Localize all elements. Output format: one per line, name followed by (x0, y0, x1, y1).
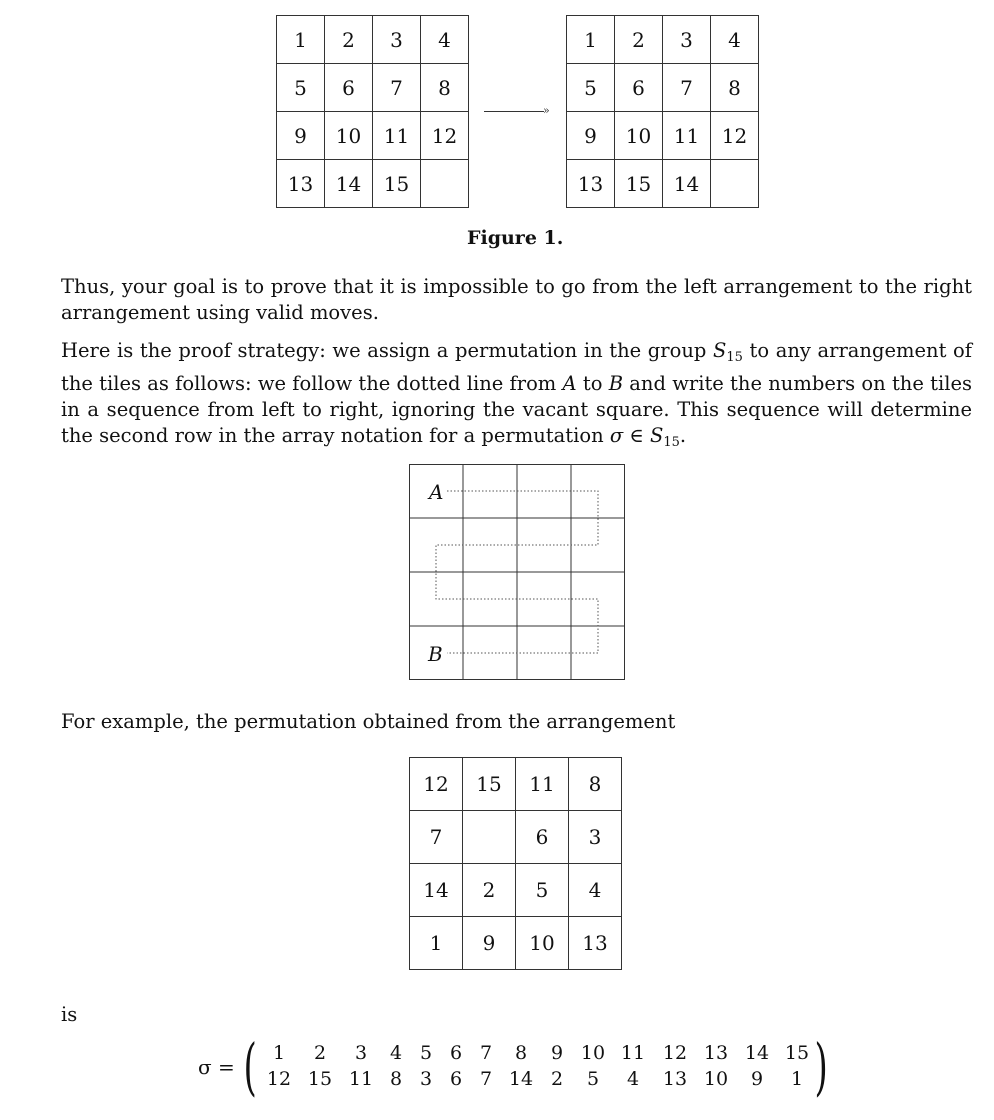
tile: 13 (277, 160, 325, 208)
figure-caption: Figure 1. (467, 227, 564, 249)
tile: 12 (421, 112, 469, 160)
label-b: B (428, 642, 443, 666)
tile: 15 (615, 160, 663, 208)
tile: 14 (410, 864, 463, 917)
tile: 1 (567, 16, 615, 64)
tile: 2 (325, 16, 373, 64)
tile: 6 (516, 811, 569, 864)
tile: 2 (463, 864, 516, 917)
tile: 11 (663, 112, 711, 160)
example-paragraph: For example, the permutation obtained from the arrangement (61, 710, 676, 733)
tile: 2 (615, 16, 663, 64)
sigma-label: σ = (198, 1055, 235, 1079)
tile: 3 (663, 16, 711, 64)
permutation-entry: 15 (784, 1042, 810, 1064)
permutation-entry: 11 (620, 1042, 646, 1064)
tile: 4 (711, 16, 759, 64)
permutation-entry: 8 (514, 1042, 528, 1064)
permutation-entry: 5 (419, 1042, 433, 1064)
permutation-entry: 11 (348, 1068, 374, 1090)
permutation-entry: 13 (703, 1042, 729, 1064)
tile: 6 (325, 64, 373, 112)
arrow-line (484, 111, 544, 112)
grid-row (567, 64, 759, 112)
permutation-entry: 10 (580, 1042, 606, 1064)
tile: 9 (277, 112, 325, 160)
permutation-entry: 12 (266, 1068, 292, 1090)
tile: 7 (373, 64, 421, 112)
strategy-text: . (679, 424, 687, 447)
group-symbol: S (713, 339, 727, 362)
permutation-entry: 5 (586, 1068, 600, 1090)
permutation-entry: 15 (307, 1068, 333, 1090)
permutation-entry: 10 (703, 1068, 729, 1090)
strategy-text: Here is the proof strategy: we assign a permutation in the group (61, 339, 713, 362)
tile: 8 (711, 64, 759, 112)
tile: 15 (463, 758, 516, 811)
grid-row (567, 112, 759, 160)
point-a: A (562, 372, 577, 395)
tile: 12 (410, 758, 463, 811)
tile: 10 (516, 917, 569, 970)
permutation-entry: 9 (750, 1068, 764, 1090)
tile: 14 (325, 160, 373, 208)
tile: 3 (569, 811, 622, 864)
tile: 10 (325, 112, 373, 160)
tile: 12 (711, 112, 759, 160)
tile: 5 (567, 64, 615, 112)
tile: 1 (410, 917, 463, 970)
right-arrangement-grid (566, 15, 759, 208)
arrow-right-icon: » (543, 104, 550, 117)
tile: 14 (663, 160, 711, 208)
grid-row (277, 16, 469, 64)
permutation-bottom-row (262, 1068, 820, 1090)
permutation-entry: 2 (550, 1068, 564, 1090)
tile: 13 (569, 917, 622, 970)
tile: 15 (373, 160, 421, 208)
vacant-tile (463, 811, 516, 864)
strategy-text: to (576, 372, 609, 395)
tile: 1 (277, 16, 325, 64)
vacant-tile (711, 160, 759, 208)
permutation-entry: 12 (662, 1042, 688, 1064)
goal-paragraph: Thus, your goal is to prove that it is impossible to go from the left arrangement to the right arrangement using valid moves. (61, 275, 972, 324)
permutation-entry: 2 (313, 1042, 327, 1064)
permutation-entry: 7 (479, 1042, 493, 1064)
point-b: B (608, 372, 624, 395)
permutation-entry: 9 (550, 1042, 564, 1064)
tile: 3 (373, 16, 421, 64)
path-grid (409, 464, 625, 680)
grid-row (277, 160, 469, 208)
left-paren: ( (243, 1030, 257, 1103)
left-arrangement-grid (276, 15, 469, 208)
grid-row (410, 864, 622, 917)
tile: 5 (277, 64, 325, 112)
tile: 8 (421, 64, 469, 112)
strategy-paragraph (61, 338, 972, 456)
permutation-entry: 1 (790, 1068, 804, 1090)
permutation-entry: 8 (389, 1068, 403, 1090)
permutation-entry: 3 (354, 1042, 368, 1064)
permutation-entry: 6 (449, 1042, 463, 1064)
tile: 6 (615, 64, 663, 112)
tile: 9 (567, 112, 615, 160)
permutation-entry: 14 (508, 1068, 534, 1090)
grid-row (410, 917, 622, 970)
grid-row (567, 160, 759, 208)
example-arrangement-grid (409, 757, 622, 970)
permutation-entry: 4 (389, 1042, 403, 1064)
label-a: A (429, 480, 444, 504)
tile: 5 (516, 864, 569, 917)
group-subscript: 15 (663, 435, 680, 450)
vacant-tile (421, 160, 469, 208)
tile: 11 (373, 112, 421, 160)
permutation-entry: 6 (449, 1068, 463, 1090)
is-text: is (61, 1003, 78, 1026)
grid-row (277, 64, 469, 112)
tile: 10 (615, 112, 663, 160)
permutation-entry: 1 (272, 1042, 286, 1064)
sigma-membership: σ ∈ S (609, 424, 664, 447)
permutation-entry: 7 (479, 1068, 493, 1090)
tile: 7 (663, 64, 711, 112)
tile: 11 (516, 758, 569, 811)
tile: 7 (410, 811, 463, 864)
tile: 4 (569, 864, 622, 917)
grid-row (567, 16, 759, 64)
strategy-text: and write the numbers on the tiles in a sequence from left to right, ignoring the vacant square. This sequence will determine the second row in the array notation for a permutation (61, 372, 972, 447)
grid-row (410, 811, 622, 864)
strategy-text: to any arrangement of the tiles as follows: we follow the dotted line from (61, 339, 972, 395)
group-subscript: 15 (726, 350, 743, 365)
permutation-entry: 4 (626, 1068, 640, 1090)
grid-row (277, 112, 469, 160)
permutation-top-row (262, 1042, 820, 1064)
tile: 13 (567, 160, 615, 208)
permutation-entry: 13 (662, 1068, 688, 1090)
permutation-entry: 3 (419, 1068, 433, 1090)
right-paren: ) (814, 1030, 828, 1103)
tile: 8 (569, 758, 622, 811)
grid-row (410, 758, 622, 811)
tile: 4 (421, 16, 469, 64)
permutation-entry: 14 (744, 1042, 770, 1064)
tile: 9 (463, 917, 516, 970)
